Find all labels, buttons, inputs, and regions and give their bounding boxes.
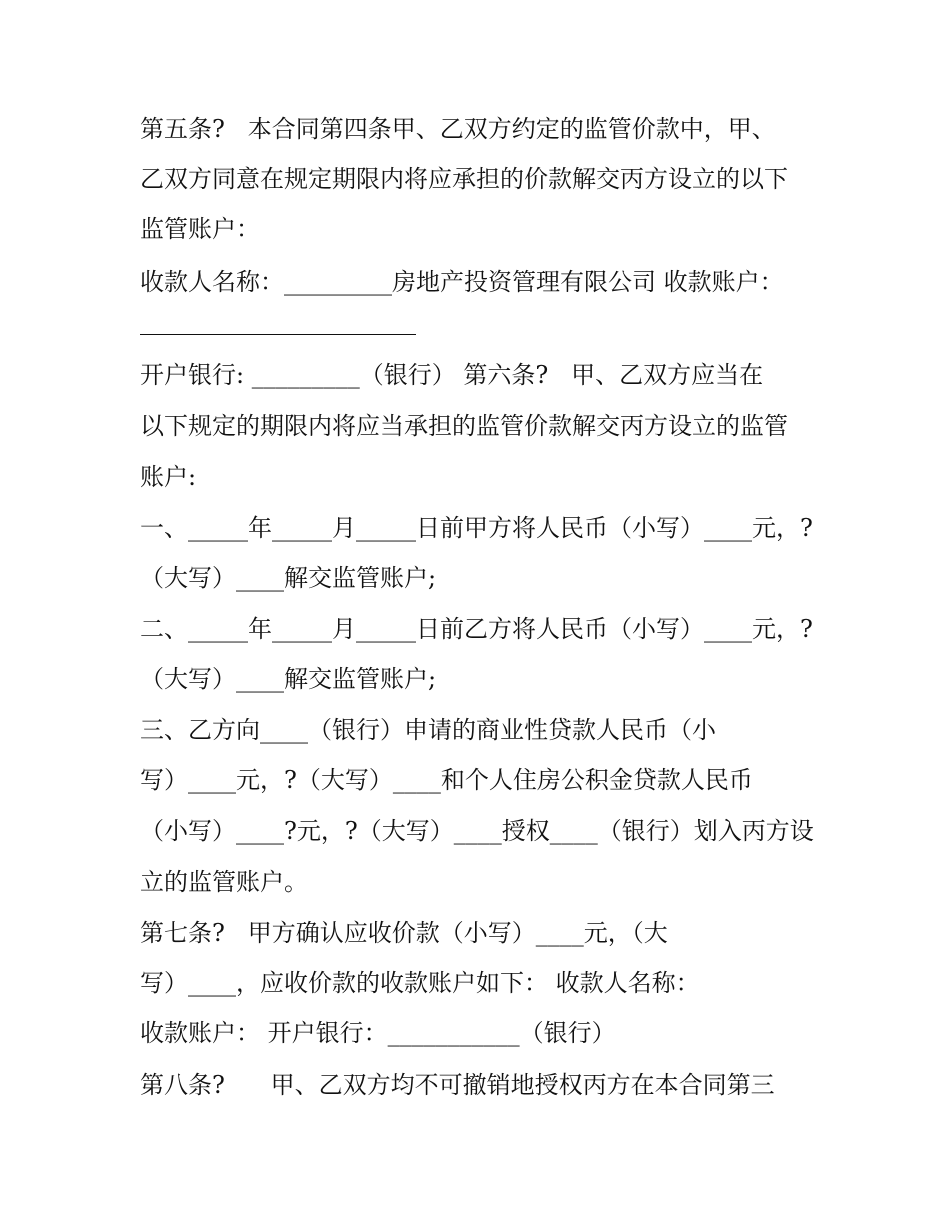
- doc-line-6: 以下规定的期限内将应当承担的监管价款解交丙方设立的监管: [140, 412, 788, 440]
- doc-line-18: 收款账户： 开户银行：___________（银行）: [140, 1019, 616, 1047]
- doc-line-3: 监管账户：: [140, 215, 260, 243]
- doc-line-4: 收款人名称：_________房地产投资管理有限公司 收款账户：: [140, 268, 784, 296]
- doc-line-15: 立的监管账户。: [140, 868, 308, 896]
- doc-line-7: 账户:: [140, 463, 197, 491]
- doc-line-12: 三、乙方向____（银行）申请的商业性贷款人民币（小: [140, 716, 716, 744]
- doc-line-11: （大写）____解交监管账户;: [140, 665, 437, 693]
- doc-line-19: 第八条? 甲、乙双方均不可撤销地授权丙方在本合同第三: [140, 1071, 775, 1099]
- blank-underline: [140, 334, 416, 335]
- doc-line-9: （大写）____解交监管账户;: [140, 564, 437, 592]
- doc-line-8: 一、_____年_____月_____日前甲方将人民币（小写）____元，?: [140, 514, 813, 542]
- doc-line-1: 第五条? 本合同第四条甲、乙双方约定的监管价款中，甲、: [140, 115, 776, 143]
- doc-line-16: 第七条? 甲方确认应收价款（小写）____元，（大: [140, 919, 668, 947]
- doc-line-5: 开户银行: _________（银行） 第六条? 甲、乙双方应当在: [140, 361, 764, 389]
- doc-line-14: （小写）____?元，?（大写）____授权____（银行）划入丙方设: [140, 817, 814, 845]
- doc-line-17: 写）____，应收价款的收款账户如下： 收款人名称：: [140, 969, 700, 997]
- doc-line-13: 写）____元，?（大写）____和个人住房公积金贷款人民币: [140, 766, 753, 794]
- doc-line-10: 二、_____年_____月_____日前乙方将人民币（小写）____元，?: [140, 615, 813, 643]
- doc-line-2: 乙双方同意在规定期限内将应承担的价款解交丙方设立的以下: [140, 165, 788, 193]
